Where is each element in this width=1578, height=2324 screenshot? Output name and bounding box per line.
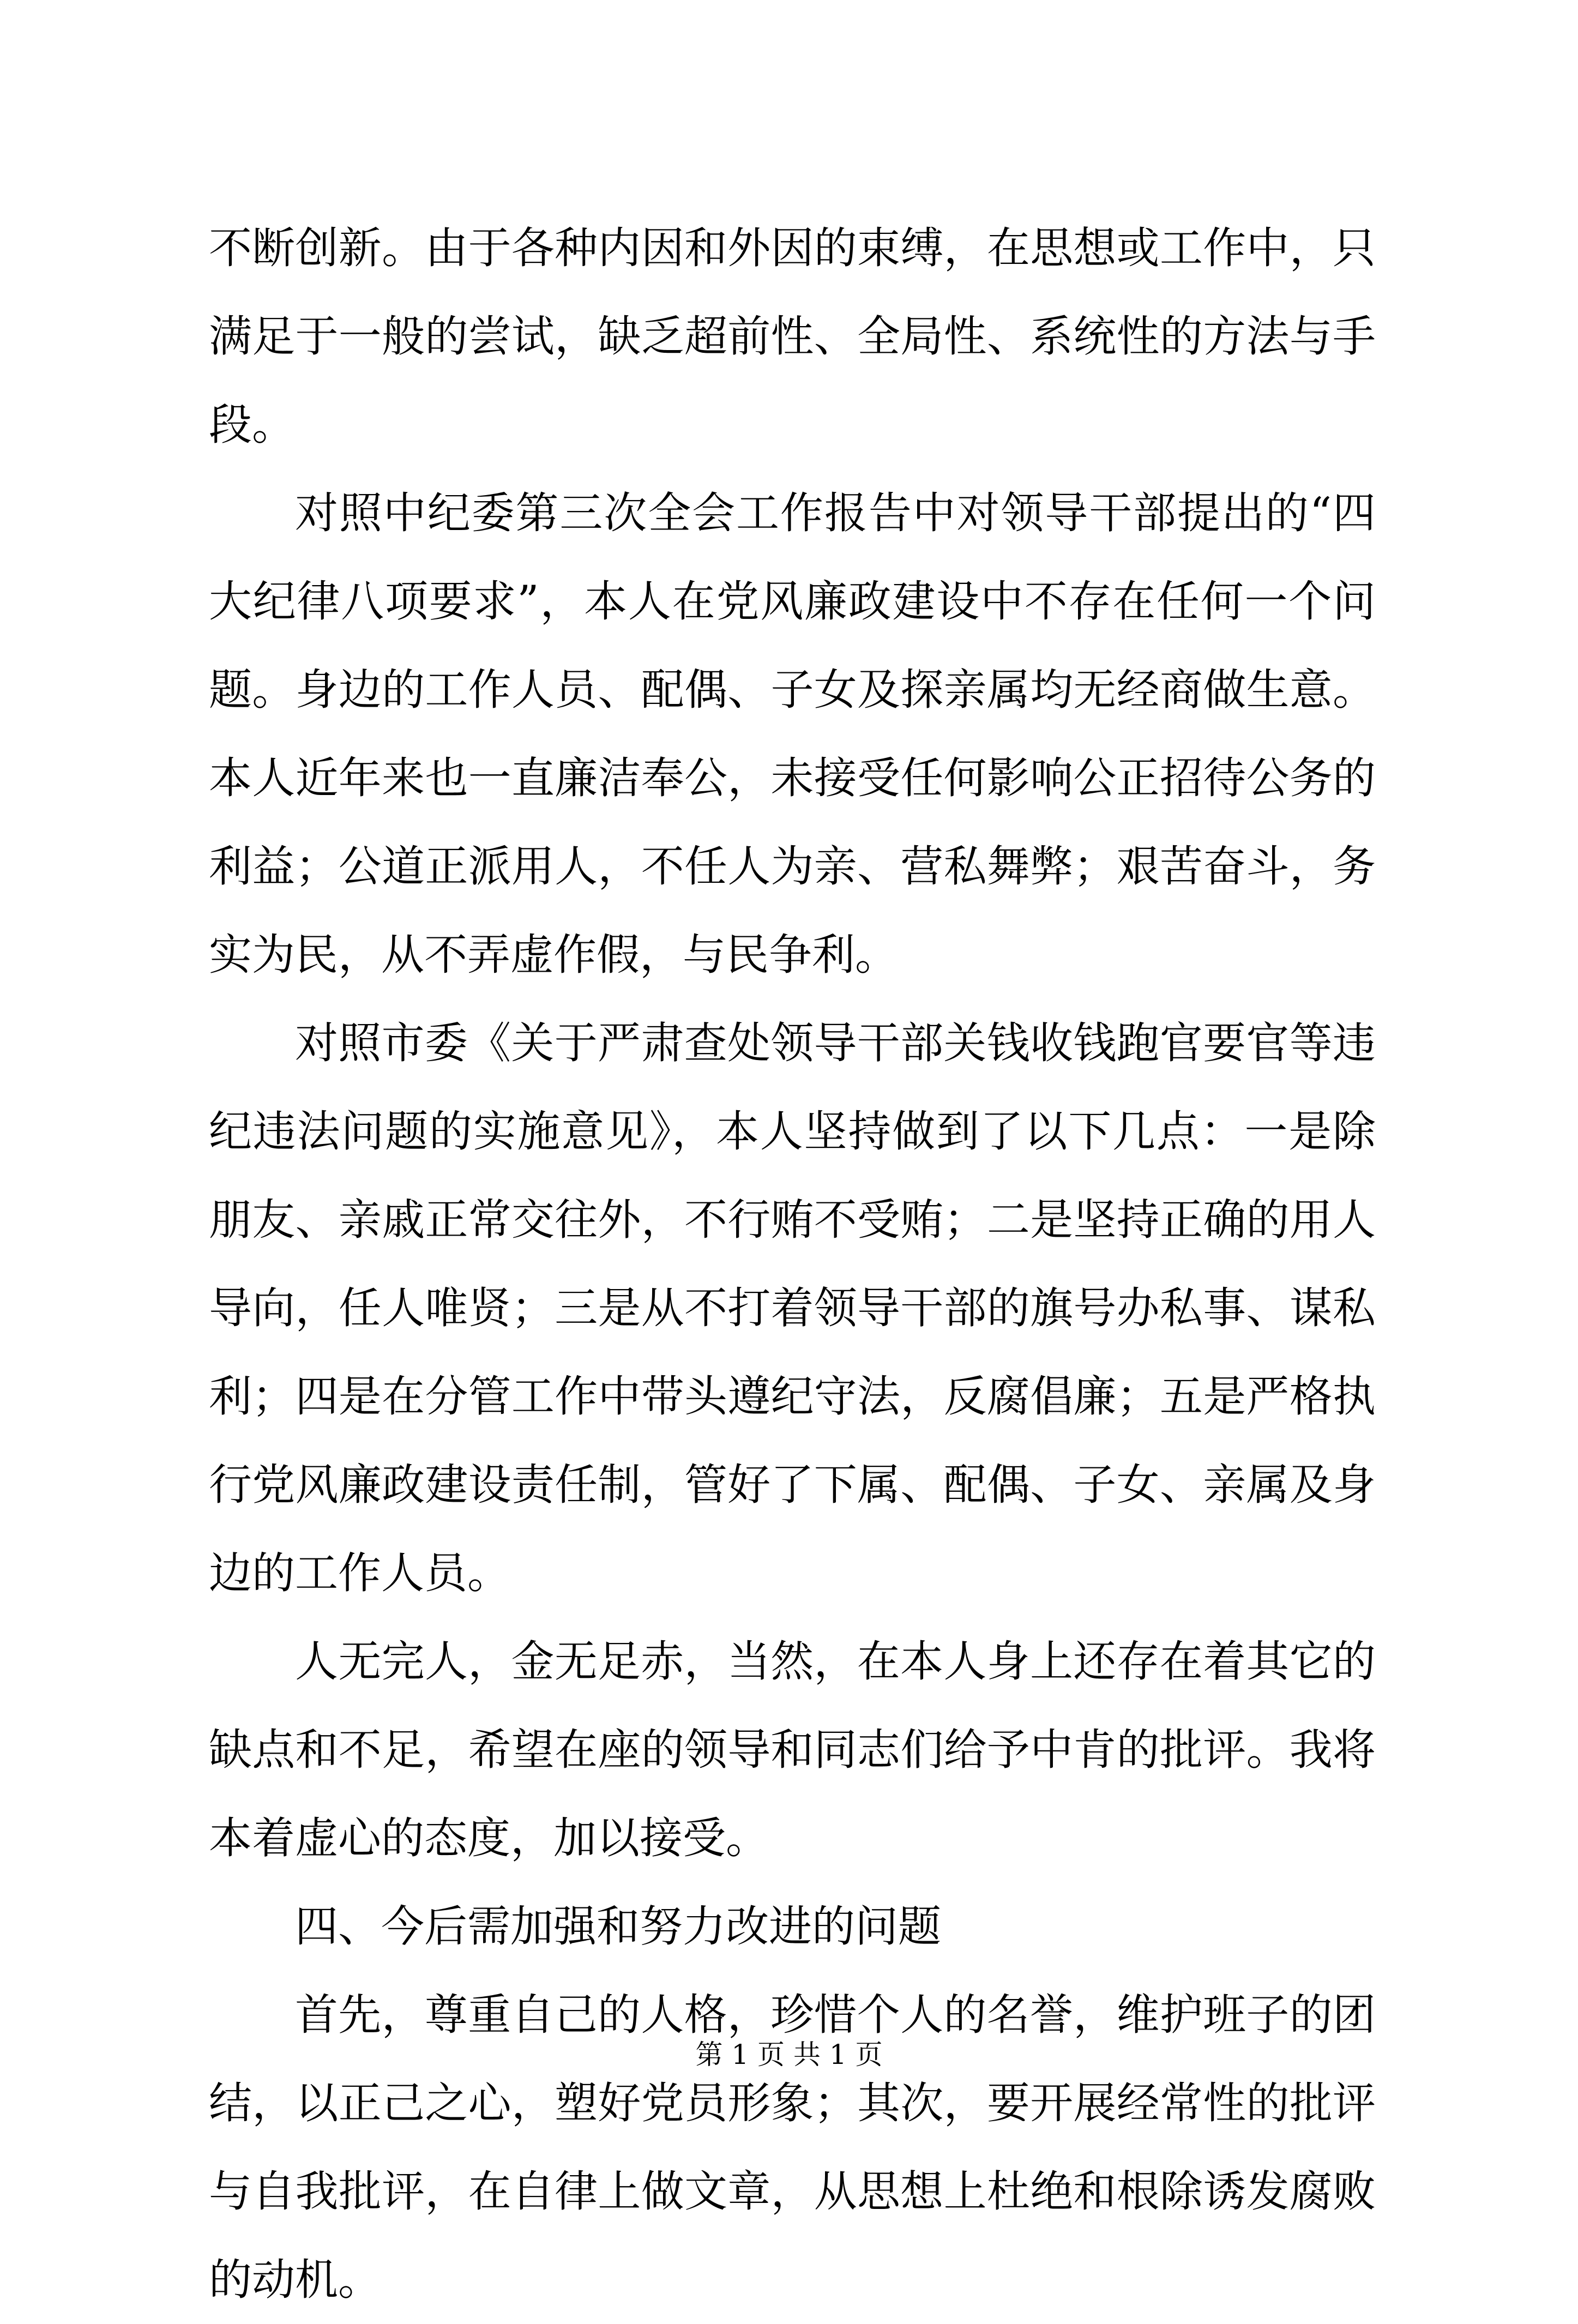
- paragraph-municipal-opinion: 对照市委《关于严肃查处领导干部关钱收钱跑官要官等违纪违法问题的实施意见》，本人坚持做到了以下几点：一是除朋友、亲戚正常交往外，不行贿不受贿；二是坚持正确的用人导向，任人唯贤；三是从不打着领导干部的旗号办私事、谋私利；四是在分管工作中带头遵纪守法，反腐倡廉；五是严格执行党风廉政建设责任制，管好了下属、配偶、子女、亲属及身边的工作人员。: [209, 1018, 1376, 1598]
- paragraph-discipline-requirements: 对照中纪委第三次全会工作报告中对领导干部提出的“四大纪律八项要求”，本人在党风廉政建设中不存在任何一个问题。身边的工作人员、配偶、子女及探亲属均无经商做生意。本人近年来也一直廉洁奉公，未接受任何影响公正招待公务的利益；公道正派用人，不任人为亲、营私舞弊；艰苦奋斗，务实为民，从不弄虚作假，与民争利。: [209, 488, 1376, 980]
- page-number-label: 第 1 页 共 1 页: [695, 2039, 883, 2070]
- paragraph-improvement-plan: 首先，尊重自己的人格，珍惜个人的名誉，维护班子的团结，以正己之心，塑好党员形象；其次，要开展经常性的批评与自我批评，在自律上做文章，从思想上杜绝和根除诱发腐败的动机。: [209, 1990, 1376, 2305]
- paragraph-continuation: 不断创新。由于各种内因和外因的束缚，在思想或工作中，只满足于一般的尝试，缺乏超前性、全局性、系统性的方法与手段。: [209, 223, 1376, 450]
- document-body: [209, 204, 1376, 2324]
- paragraph-shortcomings: 人无完人，金无足赤，当然，在本人身上还存在着其它的缺点和不足，希望在座的领导和同志们给予中肯的批评。我将本着虚心的态度，加以接受。: [209, 1636, 1376, 1863]
- page-footer: [0, 2038, 1578, 2071]
- section-heading-improvements: 四、今后需加强和努力改进的问题: [295, 1901, 941, 1952]
